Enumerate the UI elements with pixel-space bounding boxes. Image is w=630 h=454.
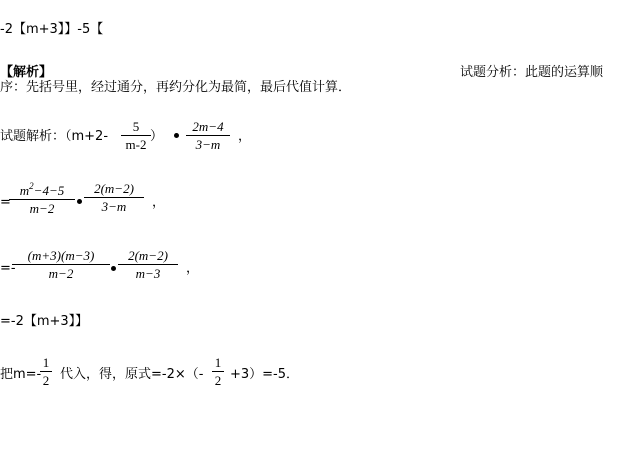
step3-comma: ， xyxy=(186,261,200,276)
fraction-bar xyxy=(40,371,52,372)
step5-middle: 代入，得，原式=-2×（- xyxy=(60,367,204,382)
step3-equals-minus: =- xyxy=(0,261,16,276)
fraction-numerator: 2(m−2) xyxy=(94,181,134,196)
fraction-numerator: (m+3)(m−3) xyxy=(27,248,95,263)
fraction-denominator: 3−m xyxy=(195,137,221,152)
fraction-bar xyxy=(12,264,110,265)
fraction-denominator: m−3 xyxy=(135,266,161,281)
fraction-bar xyxy=(186,135,230,136)
fraction-denominator: 2 xyxy=(214,373,222,388)
fraction-bar xyxy=(212,371,224,372)
fraction-numerator: 2(m−2) xyxy=(128,248,168,263)
step2-fraction-1 xyxy=(9,182,75,215)
section-tag: 【解析】 xyxy=(0,65,53,80)
multiply-dot xyxy=(174,133,179,138)
step3-fraction-1 xyxy=(12,249,110,280)
fraction-denominator: 3−m xyxy=(101,199,127,214)
step1-fraction-2 xyxy=(186,120,230,151)
step2-fraction-2 xyxy=(84,182,144,213)
step2-equals: = xyxy=(0,195,11,210)
step1-fraction-1 xyxy=(121,120,151,151)
step1-label: 试题解析：（m+2- xyxy=(0,129,109,144)
answer-line: -2【m+3】】-5【 xyxy=(0,22,104,37)
analysis-continuation: 序：先括号里，经过通分，再约分化为最简，最后代值计算． xyxy=(0,80,352,95)
fraction-bar xyxy=(9,199,75,200)
step1-comma: ， xyxy=(238,129,252,144)
fraction-denominator: m-2 xyxy=(125,137,147,152)
fraction-denominator: m−2 xyxy=(48,266,74,281)
fraction-numerator: $m^2-4-5$ xyxy=(19,181,65,198)
fraction-numerator: 2m−4 xyxy=(192,119,224,134)
step5-half-1 xyxy=(40,356,52,387)
step1-close-paren: ） xyxy=(150,129,164,144)
step5-prefix: 把m=- xyxy=(0,367,42,382)
analysis-title: 试题分析：此题的运算顺 xyxy=(460,65,604,80)
step4-result: =-2【m+3】】 xyxy=(0,314,89,329)
step3-fraction-2 xyxy=(118,249,178,280)
fraction-numerator: 5 xyxy=(132,119,140,134)
fraction-bar xyxy=(84,197,144,198)
fraction-bar xyxy=(121,135,151,136)
step5-half-2 xyxy=(212,356,224,387)
fraction-bar xyxy=(118,264,178,265)
multiply-dot xyxy=(77,199,82,204)
step5-suffix: +3）=-5． xyxy=(230,367,300,382)
fraction-denominator: m−2 xyxy=(29,201,55,216)
multiply-dot xyxy=(111,266,116,271)
fraction-numerator: 1 xyxy=(214,355,222,370)
step2-comma: ， xyxy=(152,195,166,210)
fraction-denominator: 2 xyxy=(42,373,50,388)
fraction-numerator: 1 xyxy=(42,355,50,370)
